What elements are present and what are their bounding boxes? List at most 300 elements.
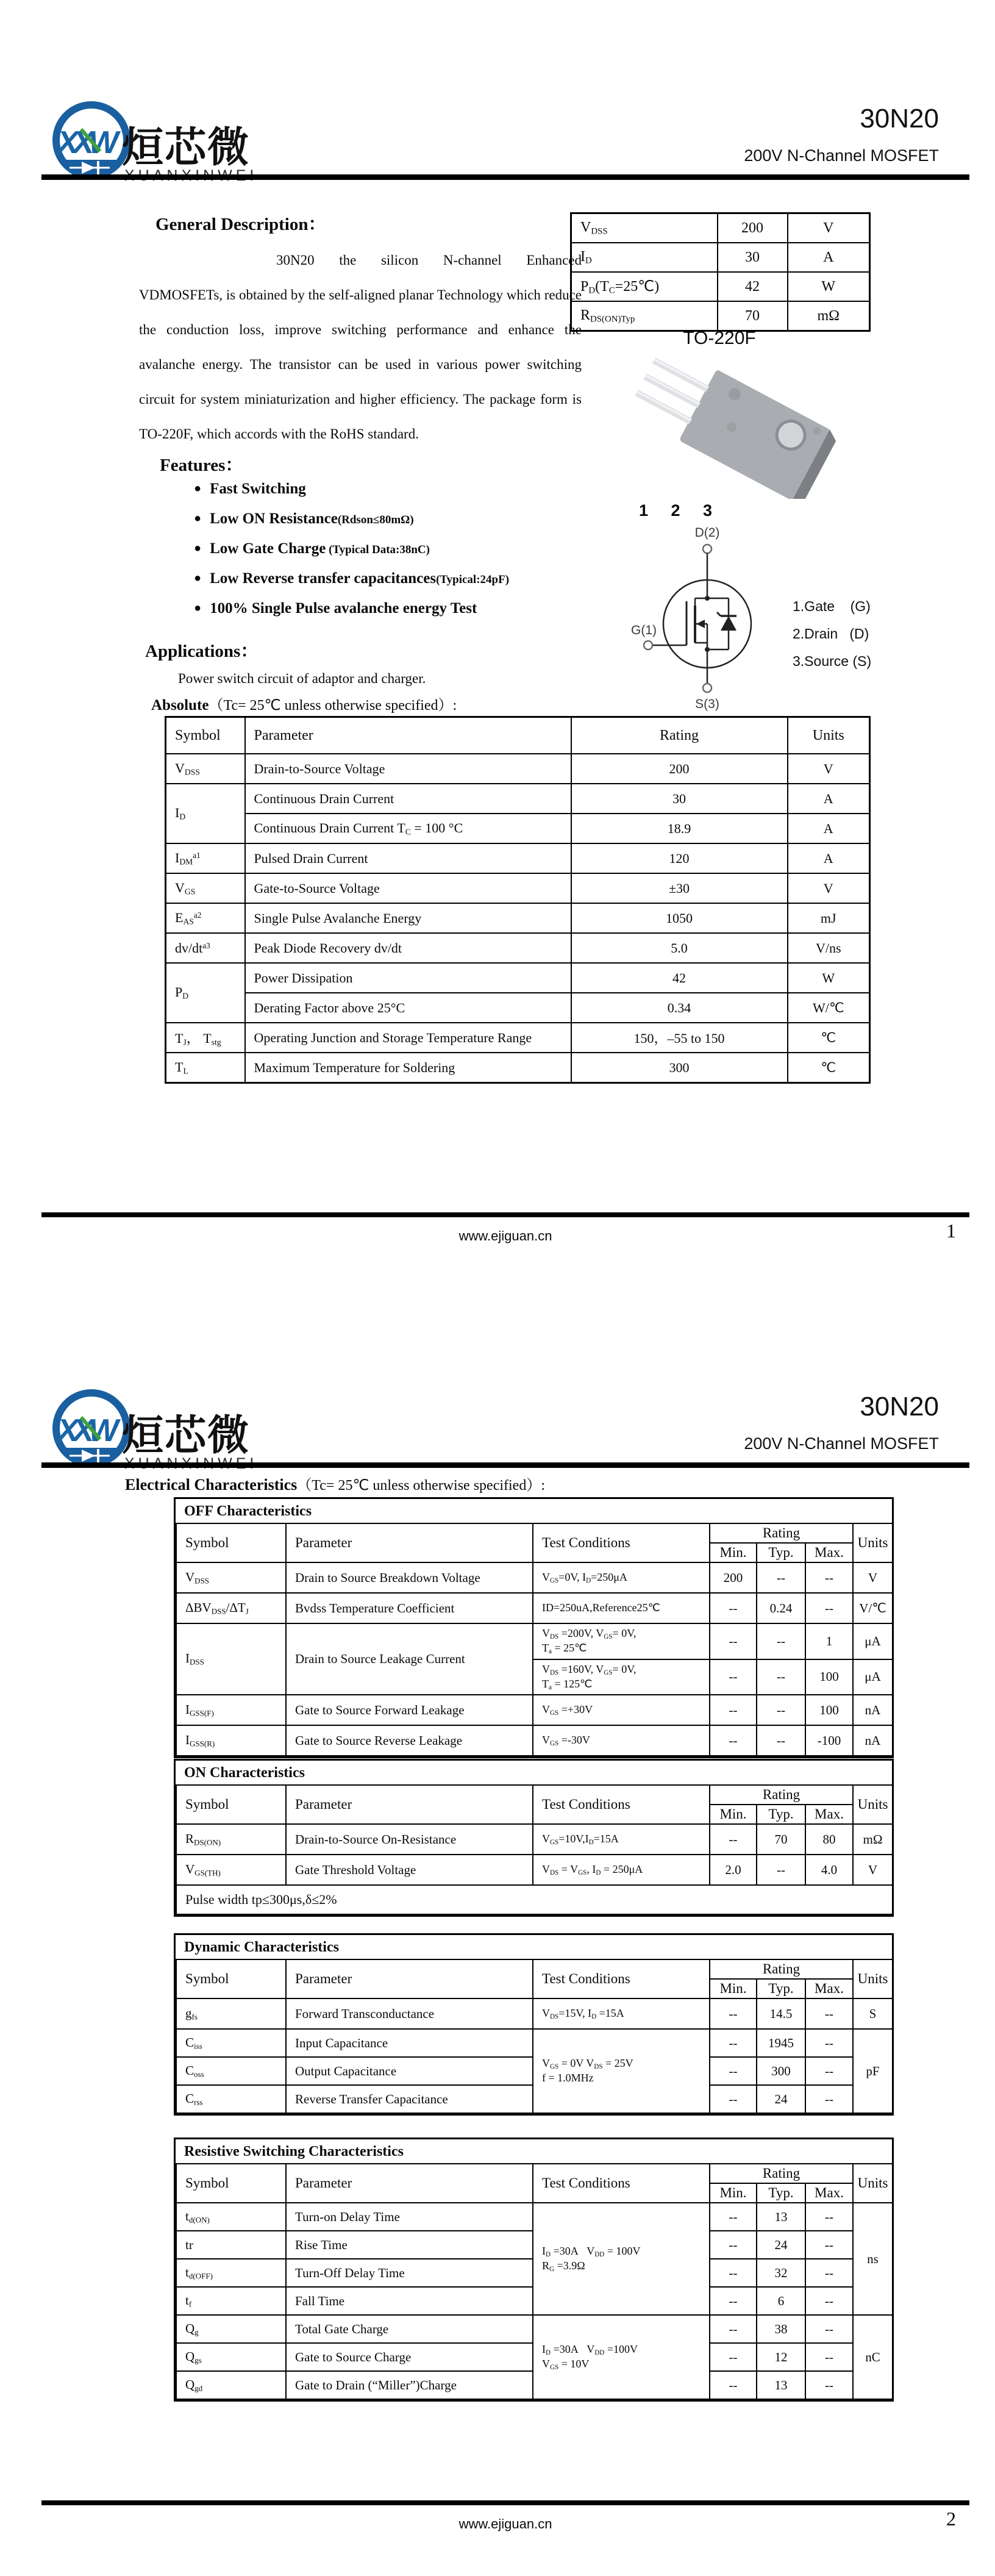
table-cell: $P_D$ (166, 963, 245, 1023)
table-row (571, 213, 870, 243)
table-cell: -- (710, 2315, 757, 2343)
header-row (176, 1785, 893, 1805)
header-row (176, 1959, 893, 1979)
table-row (166, 843, 870, 873)
table-row (176, 2029, 893, 2057)
column-header: Symbol (176, 1785, 286, 1824)
dynamic-characteristics-table (176, 1959, 893, 2114)
table-cell: -100 (805, 1725, 853, 1756)
summary-table-wrap (570, 212, 869, 332)
table-cell: 1050 (571, 903, 788, 933)
column-header: Test Conditions (533, 1959, 710, 1998)
table-cell: mΩ (853, 1824, 893, 1855)
table-row (176, 1824, 893, 1855)
table-cell: -- (710, 2085, 757, 2113)
table-cell: $Q_{gs}$ (176, 2343, 286, 2371)
table-cell: $V_{GS} =-30V$ (533, 1725, 710, 1756)
feature-detail: (Typical Data:38nC) (326, 543, 430, 556)
table-cell: Drain to Source Leakage Current (286, 1623, 533, 1695)
table-cell: Maximum Temperature for Soldering (245, 1053, 571, 1083)
pin-legend-drain: 2.Drain (D) (793, 626, 869, 642)
table-cell: 2.0 (710, 1855, 757, 1885)
table-body (176, 2203, 893, 2399)
table-cell: $t_{d(OFF)}$ (176, 2259, 286, 2287)
table-cell: mJ (788, 903, 870, 933)
schematic-drain-label: D(2) (694, 526, 720, 540)
table-cell: -- (805, 2057, 853, 2085)
table-cell: $I_{GSS(R)}$ (176, 1725, 286, 1756)
table-cell: 1 (805, 1623, 853, 1659)
column-header: Min. (710, 1543, 757, 1562)
footer-rule (41, 2500, 969, 2505)
table-cell: -- (805, 2231, 853, 2259)
table-cell: Peak Diode Recovery dv/dt (245, 933, 571, 963)
column-header: Min. (710, 1979, 757, 1998)
column-header: Units (853, 1523, 893, 1562)
table-cell: 30 (718, 243, 788, 272)
table-cell: nC (853, 2315, 893, 2399)
table-cell: -- (710, 2203, 757, 2231)
table-cell: 1945 (757, 2029, 805, 2057)
table-cell: -- (805, 2259, 853, 2287)
table-cell: -- (710, 1659, 757, 1695)
table-row (166, 963, 870, 993)
page-2 (0, 1288, 995, 2576)
table-row (166, 1053, 870, 1083)
column-header: Typ. (757, 2183, 805, 2203)
table-cell: Input Capacitance (286, 2029, 533, 2057)
table-cell: $V_{DSS}$ (571, 213, 718, 243)
page-number: 1 (946, 1220, 956, 1242)
table-cell: A (788, 843, 870, 873)
electrical-heading (125, 1473, 545, 1494)
table-cell: $dv/dt^{a3}$ (166, 933, 245, 963)
table-cell: $C_{iss}$ (176, 2029, 286, 2057)
table-cell: ±30 (571, 873, 788, 903)
table-cell: nA (853, 1695, 893, 1725)
table-cell: 14.5 (757, 1998, 805, 2029)
applications-title: Applications： (145, 642, 259, 661)
table-cell: Continuous Drain Current (245, 784, 571, 814)
table-cell: 5.0 (571, 933, 788, 963)
table-body (571, 213, 870, 331)
table-cell: $P_D(T_C=25℃)$ (571, 272, 718, 301)
table-cell: 0.34 (571, 993, 788, 1023)
bullet-icon: ● (194, 571, 202, 585)
table-header (176, 1959, 893, 1998)
header-rule (41, 1462, 969, 1468)
table-cell: $V_{DSS}$ (166, 754, 245, 784)
table-cell: -- (710, 1593, 757, 1623)
table-cell: -- (805, 2203, 853, 2231)
table-cell: -- (757, 1659, 805, 1695)
table-cell: 200 (710, 1562, 757, 1593)
column-header: Test Conditions (533, 1523, 710, 1562)
table-cell: 24 (757, 2085, 805, 2113)
column-header: Rating (710, 1959, 853, 1979)
table-cell: $C_{rss}$ (176, 2085, 286, 2113)
bullet-icon: ● (194, 601, 202, 615)
table-cell: 42 (718, 272, 788, 301)
table-cell: -- (710, 1824, 757, 1855)
table-cell: $V_{GS} =+30V$ (533, 1695, 710, 1725)
table-row (571, 243, 870, 272)
absolute-heading-bold: Absolute (151, 697, 209, 714)
table-cell: -- (805, 1593, 853, 1623)
table-cell: W (788, 963, 870, 993)
table-cell: 150，–55 to 150 (571, 1023, 788, 1053)
dynamic-characteristics-section (174, 1933, 894, 2116)
table-cell: nA (853, 1725, 893, 1756)
feature-item (194, 570, 509, 587)
schematic-source-label: S(3) (695, 697, 719, 711)
pin-legend (793, 593, 871, 675)
column-header: Parameter (245, 717, 571, 754)
table-cell: $R_{DS(ON)Typ}$ (571, 301, 718, 331)
feature-item (194, 510, 509, 528)
table-cell: $I_D =30A$ $V_{DD} = 100V$ $R_G =3.9\Omega$ (533, 2203, 710, 2315)
table-cell: μA (853, 1623, 893, 1659)
column-header: Rating (710, 1785, 853, 1805)
absolute-heading-rest: （Tc= 25℃ unless otherwise specified）: (209, 698, 457, 714)
table-cell: W/℃ (788, 993, 870, 1023)
table-cell: $V_{DS} = V_{GS}$, $I_D = 250\mu A$ (533, 1855, 710, 1885)
table-cell: 0.24 (757, 1593, 805, 1623)
on-characteristics-table (176, 1784, 893, 1915)
table-cell: $E_{AS}^{a2}$ (166, 903, 245, 933)
general-description-title: General Description： (155, 215, 326, 234)
footer-rule (41, 1212, 969, 1217)
table-cell: Continuous Drain Current $T_C = 100$ °C (245, 814, 571, 843)
table-cell: 13 (757, 2371, 805, 2399)
table-cell: 70 (757, 1824, 805, 1855)
table-row (176, 1855, 893, 1885)
table-cell: V (788, 873, 870, 903)
header-rule (41, 174, 969, 180)
resistive-switching-table (176, 2163, 893, 2400)
column-header: Max. (805, 1805, 853, 1824)
table-cell: $Q_g$ (176, 2315, 286, 2343)
table-cell: Total Gate Charge (286, 2315, 533, 2343)
table-cell: -- (757, 1855, 805, 1885)
general-description-body: 30N20 the silicon N-channel Enhanced VDMOSFETs, is obtained by the self-aligned planar Technology which reduce the conduction loss, improve switching performance and enhance the avalanche energy. The transistor can be used in various power switching circuit for system miniaturization and higher efficiency. The package form is TO-220F, which accords with the RoHS standard. (139, 252, 582, 442)
table-cell: Operating Junction and Storage Temperature Range (245, 1023, 571, 1053)
table-cell: Single Pulse Avalanche Energy (245, 903, 571, 933)
table-cell: S (853, 1998, 893, 2029)
feature-text: Low ON Resistance (210, 510, 338, 527)
table-cell: ℃ (788, 1023, 870, 1053)
pin-numbers: 1 2 3 (639, 501, 722, 520)
column-header: Parameter (286, 1785, 533, 1824)
table-cell: V (788, 213, 870, 243)
table-cell: 30 (571, 784, 788, 814)
table-cell: 300 (571, 1053, 788, 1083)
table-row (166, 754, 870, 784)
table-cell: 13 (757, 2203, 805, 2231)
table-cell: A (788, 784, 870, 814)
table-cell: Gate to Source Charge (286, 2343, 533, 2371)
column-header: Min. (710, 2183, 757, 2203)
table-cell: -- (710, 1725, 757, 1756)
table-header (176, 1785, 893, 1824)
column-header: Rating (571, 717, 788, 754)
column-header: Min. (710, 1805, 757, 1824)
feature-detail: (Rdson≤80mΩ) (337, 513, 414, 526)
absolute-heading (151, 693, 457, 714)
table-cell: V (788, 754, 870, 784)
table-cell: 24 (757, 2231, 805, 2259)
table-row (176, 1998, 893, 2029)
table-cell: $g_{fs}$ (176, 1998, 286, 2029)
table-cell: -- (805, 2085, 853, 2113)
header-row (176, 1523, 893, 1543)
table-cell: $t_f$ (176, 2287, 286, 2315)
table-row (176, 1885, 893, 1914)
table-cell: -- (805, 2029, 853, 2057)
column-header: Units (853, 1785, 893, 1824)
table-cell: $I_{DM}^{a1}$ (166, 843, 245, 873)
table-cell: -- (710, 2259, 757, 2287)
table-cell: 100 (805, 1695, 853, 1725)
table-body (176, 1562, 893, 1756)
table-cell: 300 (757, 2057, 805, 2085)
table-cell: 100 (805, 1659, 853, 1695)
table-header (176, 1523, 893, 1562)
page-subtitle: 200V N-Channel MOSFET (744, 1434, 939, 1453)
table-row (166, 814, 870, 843)
brand-name-cn: 烜芯微 (122, 1412, 251, 1459)
table-cell: -- (805, 2315, 853, 2343)
pin-legend-gate: 1.Gate (G) (793, 598, 871, 614)
table-row (571, 272, 870, 301)
footer-site: www.ejiguan.cn (458, 1228, 552, 1243)
feature-text: Low Gate Charge (210, 540, 326, 557)
schematic-gate-label: G(1) (631, 623, 657, 637)
table-row (166, 933, 870, 963)
package-name: TO-220F (683, 328, 756, 348)
column-header: Symbol (166, 717, 245, 754)
table-cell: $V_{DS}=15V$, $I_D =15A$ (533, 1998, 710, 2029)
table-cell: -- (710, 1623, 757, 1659)
note-cell: Pulse width tp≤300μs,δ≤2% (176, 1885, 893, 1914)
column-header: Max. (805, 1979, 853, 1998)
table-header (176, 2164, 893, 2203)
table-cell: ns (853, 2203, 893, 2315)
feature-text: Low Reverse transfer capacitances (210, 570, 437, 587)
header-row (166, 717, 870, 754)
bullet-icon: ● (194, 542, 202, 555)
table-cell: mΩ (788, 301, 870, 331)
table-cell: $I_D$ (571, 243, 718, 272)
table-cell: -- (805, 1998, 853, 2029)
table-cell: ℃ (788, 1053, 870, 1083)
table-row (176, 2203, 893, 2231)
table-row (166, 873, 870, 903)
table-cell: ID=250uA,Reference25℃ (533, 1593, 710, 1623)
bullet-icon: ● (194, 482, 202, 495)
feature-item (194, 600, 509, 617)
table-cell: -- (710, 2343, 757, 2371)
column-header: Max. (805, 2183, 853, 2203)
column-header: Parameter (286, 1523, 533, 1562)
table-cell: $\Delta BV_{DSS}/\Delta T_J$ (176, 1593, 286, 1623)
table-row (176, 1725, 893, 1756)
features-list (194, 481, 509, 630)
table-cell: $T_J$， $T_{stg}$ (166, 1023, 245, 1053)
column-header: Parameter (286, 1959, 533, 1998)
table-body (166, 754, 870, 1083)
table-cell: -- (710, 2371, 757, 2399)
table-cell: 200 (718, 213, 788, 243)
column-header: Symbol (176, 2164, 286, 2203)
table-cell: Output Capacitance (286, 2057, 533, 2085)
table-row (166, 1023, 870, 1053)
on-characteristics-section (174, 1759, 894, 1917)
column-header: Rating (710, 1523, 853, 1543)
table-row (176, 1695, 893, 1725)
column-header: Test Conditions (533, 1785, 710, 1824)
table-row (166, 993, 870, 1023)
off-characteristics-table (176, 1523, 893, 1756)
table-cell: Gate to Source Forward Leakage (286, 1695, 533, 1725)
table-cell: Drain-to-Source On-Resistance (286, 1824, 533, 1855)
table-header (166, 717, 870, 754)
table-cell: 42 (571, 963, 788, 993)
logo-letters: XXW (57, 1413, 113, 1448)
table-cell: Pulsed Drain Current (245, 843, 571, 873)
footer-site: www.ejiguan.cn (458, 2516, 552, 2531)
table-cell: $V_{GS}=0V$, $I_D=250\mu A$ (533, 1562, 710, 1593)
table-cell: Derating Factor above 25°C (245, 993, 571, 1023)
column-header: Units (853, 1959, 893, 1998)
feature-text: 100% Single Pulse avalanche energy Test (210, 600, 477, 617)
table-cell: $V_{GS(TH)}$ (176, 1855, 286, 1885)
table-cell: Drain to Source Breakdown Voltage (286, 1562, 533, 1593)
column-header: Rating (710, 2164, 853, 2183)
summary-table (570, 212, 871, 332)
table-cell: $R_{DS(ON)}$ (176, 1824, 286, 1855)
table-cell: Forward Transconductance (286, 1998, 533, 2029)
part-number: 30N20 (860, 104, 939, 134)
table-cell: $Q_{gd}$ (176, 2371, 286, 2399)
page-subtitle: 200V N-Channel MOSFET (744, 146, 939, 165)
table-cell: 38 (757, 2315, 805, 2343)
table-cell: Gate-to-Source Voltage (245, 873, 571, 903)
table-cell: -- (805, 2371, 853, 2399)
features-title: Features： (160, 456, 243, 475)
column-header: Max. (805, 1543, 853, 1562)
pin-legend-source: 3.Source (S) (793, 653, 872, 669)
package-photo-icon (607, 352, 857, 499)
table-cell: Gate to Drain (“Miller”)Charge (286, 2371, 533, 2399)
column-header: Symbol (176, 1523, 286, 1562)
table-cell: $I_D$ (166, 784, 245, 843)
table-row (176, 2315, 893, 2343)
table-row (176, 1562, 893, 1593)
table-cell: V (853, 1855, 893, 1885)
table-cell: $I_{GSS(F)}$ (176, 1695, 286, 1725)
table-cell: V/ns (788, 933, 870, 963)
table-row (176, 1593, 893, 1623)
table-cell: $V_{DS} =160V$, $V_{GS}= 0V$, $T_a$ = 125℃ (533, 1659, 710, 1695)
table-cell: 70 (718, 301, 788, 331)
table-cell: -- (710, 2057, 757, 2085)
page-number: 2 (946, 2508, 956, 2530)
absolute-ratings-table-wrap (165, 716, 869, 1084)
table-cell: Reverse Transfer Capacitance (286, 2085, 533, 2113)
table-cell: -- (710, 1998, 757, 2029)
table-cell: $V_{GS}=10V,I_D=15A$ (533, 1824, 710, 1855)
feature-item (194, 481, 509, 498)
absolute-ratings-table (165, 716, 871, 1084)
section-title: OFF Characteristics (184, 1503, 312, 1519)
table-cell: V (853, 1562, 893, 1593)
table-body (176, 1998, 893, 2113)
table-cell: A (788, 243, 870, 272)
table-cell: $I_D =30A$ $V_{DD} =100V$ $V_{GS} = 10V$ (533, 2315, 710, 2399)
table-cell: 18.9 (571, 814, 788, 843)
table-cell: Turn-on Delay Time (286, 2203, 533, 2231)
table-cell: $V_{DS} =200V$, $V_{GS}= 0V$, $T_a$ = 25℃ (533, 1623, 710, 1659)
table-cell: -- (805, 2343, 853, 2371)
table-cell: -- (710, 1695, 757, 1725)
table-cell: Fall Time (286, 2287, 533, 2315)
table-cell: Bvdss Temperature Coefficient (286, 1593, 533, 1623)
resistive-switching-section (174, 2138, 894, 2402)
table-row (166, 903, 870, 933)
table-cell: -- (757, 1725, 805, 1756)
column-header: Test Conditions (533, 2164, 710, 2203)
applications-body: Power switch circuit of adaptor and charger. (178, 671, 426, 686)
table-cell: 200 (571, 754, 788, 784)
feature-detail: (Typical:24pF) (436, 573, 510, 586)
table-cell: -- (805, 1562, 853, 1593)
logo-letters: XXW (57, 125, 113, 160)
table-cell: $V_{GS}$ (166, 873, 245, 903)
section-title: Dynamic Characteristics (184, 1939, 339, 1955)
column-header: Typ. (757, 1543, 805, 1562)
column-header: Units (788, 717, 870, 754)
table-cell: -- (805, 2287, 853, 2315)
table-cell: $T_L$ (166, 1053, 245, 1083)
electrical-heading-bold: Electrical Characteristics (125, 1476, 298, 1494)
table-cell: 4.0 (805, 1855, 853, 1885)
table-cell: -- (710, 2287, 757, 2315)
table-cell: 12 (757, 2343, 805, 2371)
table-cell: W (788, 272, 870, 301)
table-row (176, 1623, 893, 1659)
part-number: 30N20 (860, 1392, 939, 1422)
table-body (176, 1824, 893, 1914)
table-cell: $t_{d(ON)}$ (176, 2203, 286, 2231)
table-cell: Rise Time (286, 2231, 533, 2259)
column-header: Symbol (176, 1959, 286, 1998)
column-header: Typ. (757, 1979, 805, 1998)
electrical-heading-rest: （Tc= 25℃ unless otherwise specified）: (297, 1478, 546, 1494)
table-cell: V/℃ (853, 1593, 893, 1623)
table-row (166, 784, 870, 814)
off-characteristics-section (174, 1497, 894, 1758)
table-cell: 6 (757, 2287, 805, 2315)
table-cell: 120 (571, 843, 788, 873)
section-title: ON Characteristics (184, 1765, 305, 1781)
header-row (176, 2164, 893, 2183)
table-cell: -- (757, 1623, 805, 1659)
table-cell: -- (710, 2029, 757, 2057)
table-cell: -- (757, 1695, 805, 1725)
column-header: Parameter (286, 2164, 533, 2203)
table-cell: $I_{DSS}$ (176, 1623, 286, 1695)
